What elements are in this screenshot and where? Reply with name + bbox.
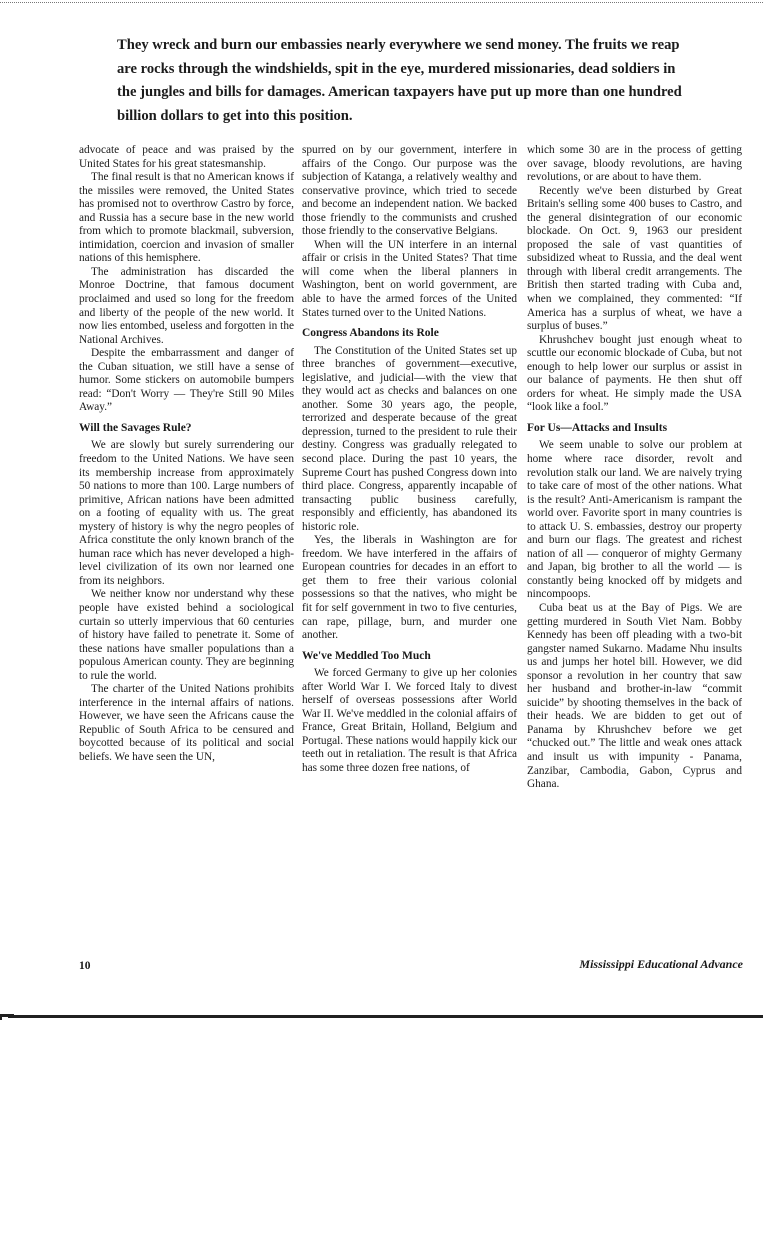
- column-2: [302, 144, 517, 776]
- publication-name: Mississippi Educational Advance: [579, 957, 743, 971]
- page-edge-line: [8, 1015, 763, 1018]
- paragraph: which some 30 are in the process of getting over savage, bloody revolutions, are having revolutions, or are about to have them.: [527, 144, 742, 184]
- section-heading: We've Meddled Too Much: [302, 649, 431, 662]
- pull-quote: [117, 34, 687, 128]
- section-heading: Will the Savages Rule?: [79, 421, 192, 434]
- paragraph: Yes, the liberals in Washington are for freedom. We have interfered in the affairs of European countries for decades in an effort to get them to free their various colonial possessions so that the natives, who might be fit for self government in two to five centuries, can rape, pillage, burn, and murder one another.: [302, 534, 517, 642]
- paragraph: Khrushchev bought just enough wheat to scuttle our economic blockade of Cuba, but not enough to help lower our surplus or assist in our balance of payments. He then shut off orders for wheat. He simply made the USA “look like a fool.”: [527, 333, 742, 414]
- page-number: 10: [79, 960, 91, 972]
- paragraph: We are slowly but surely surrendering our freedom to the United Nations. We have seen its membership increase from approximately 50 nations to more than 100. Large numbers of primitive, African nations have been admitted on a footing of equality with us. The great mystery of history is why the negro peoples of Africa constitute the only known branch of the human race which has never developed a high-level civilization of its own nor learned one from its neighbors.: [79, 439, 294, 587]
- paragraph: Despite the embarrassment and danger of the Cuban situation, we still have a sense of humor. Some stickers on automobile bumpers read: “Don't Worry — They're Still 90 Miles Away.”: [79, 347, 294, 414]
- paragraph: The administration has discarded the Monroe Doctrine, that famous document proclaimed and used so long for the freedom and liberty of the people of the new world. It now lies entombed, useless and forgotten in the National Archives.: [79, 265, 294, 346]
- paragraph: Cuba beat us at the Bay of Pigs. We are getting murdered in South Viet Nam. Bobby Kennedy has been off pleading with a two-bit gangster named Sukarno. Madame Nhu insults us and jumps her hotel bill. However, we did sponsor a revolution in her country that saw her husband and brother-in-law “commit suicide” by shooting themselves in the back of their heads. We are bidden to get out of Panama by Khrushchev before we get “chucked out.” The little and weak ones attack and insult us with impunity - Panama, Zanzibar, Cambodia, Gabon, Cyprus and Ghana.: [527, 602, 742, 791]
- paragraph: spurred on by our government, interfere in affairs of the Congo. Our purpose was the subjection of Katanga, a relatively wealthy and conservative province, which tried to secede and become an independent nation. We backed those friendly to the communists and crushed those friendly to the conservative Belgians.: [302, 144, 517, 238]
- paragraph: The Constitution of the United States set up three branches of government—executive, legislative, and judicial—with the view that they would act as checks and balances on one another. Some 30 years ago, the people, terrorized and desperate because of the great depression, turned to the president to rule their destiny. Congress was gradually relegated to second place. During the past 10 years, the Supreme Court has pushed Congress down into third place. Congress, apparently incapable of transacting public business carefully, responsibly and efficiently, has abandoned its historic role.: [302, 344, 517, 533]
- paragraph: We seem unable to solve our problem at home where race disorder, revolt and revolution stalk our land. We are naively trying to take care of most of the other nations. What is the result? Anti-Americanism is rampant the world over. Favorite sport in many countries is to attack U. S. embassies, destroy our property and burn our flags. The greatest and richest nation of all — conqueror of mighty Germany and Japan, big brother to all the world — is constantly being knocked off by midgets and nincompoops.: [527, 439, 742, 601]
- paragraph: advocate of peace and was praised by the United States for his great statesmanship.: [79, 144, 294, 170]
- paragraph: Recently we've been disturbed by Great Britain's selling some 400 buses to Castro, and the general disintegration of our economic blockade. On Oct. 9, 1963 our president proposed the sale of vast quantities of subsidized wheat to Russia, and the deal went through with liberal credit arrangements. The British then started trading with Cuba and, when we complained, they commented: “If America has a surplus of wheat, we have a surplus of buses.”: [527, 184, 742, 333]
- section-heading: For Us—Attacks and Insults: [527, 421, 668, 434]
- article-body: [79, 144, 743, 956]
- paragraph: We forced Germany to give up her colonies after World War I. We forced Italy to divest herself of overseas possessions after World War II. We've meddled in the colonial affairs of France, Great Britain, Holland, Belgium and Portugal. These nations would happily kick our teeth out in retaliation. The result is that Africa has some three dozen free nations, of: [302, 667, 517, 774]
- pull-quote-text: They wreck and burn our embassies nearly everywhere we send money. The fruits we reap are rocks through the windshields, spit in the eye, murdered missionaries, dead soldiers in the jungles and bills for damages. American taxpayers have put up more than one hundred billion dollars to get into this position.: [117, 37, 682, 124]
- column-3: [527, 144, 742, 792]
- section-heading: Congress Abandons its Role: [302, 327, 439, 340]
- top-dotted-rule: [0, 2, 763, 3]
- page-bottom-edge: [0, 1014, 763, 1020]
- paragraph: The final result is that no American knows if the missiles were removed, the United States has promised not to overthrow Castro by force, and Russia has a secure base in the new world from which to promote blackmail, subversion, intimidation, coercion and invasion of smaller nations of this hemisphere.: [79, 171, 294, 265]
- paragraph: We neither know nor understand why these people have existed behind a sociological curtain so utterly impervious that 60 centuries of history have failed to penetrate it. Some of these nations have smaller populations than a populous American county. They are beginning to rule the world.: [79, 588, 294, 682]
- column-1: [79, 144, 294, 765]
- paragraph: When will the UN interfere in an internal affair or crisis in the United States? That time will come when the liberal planners in Washington, bent on world government, are able to have the armed forces of the United States turned over to the United Nations.: [302, 238, 517, 319]
- paragraph: The charter of the United Nations prohibits interference in the internal affairs of nations. However, we have seen the Africans cause the Republic of South Africa to be censured and boycotted because of its political and social beliefs. We have seen the UN,: [79, 683, 294, 764]
